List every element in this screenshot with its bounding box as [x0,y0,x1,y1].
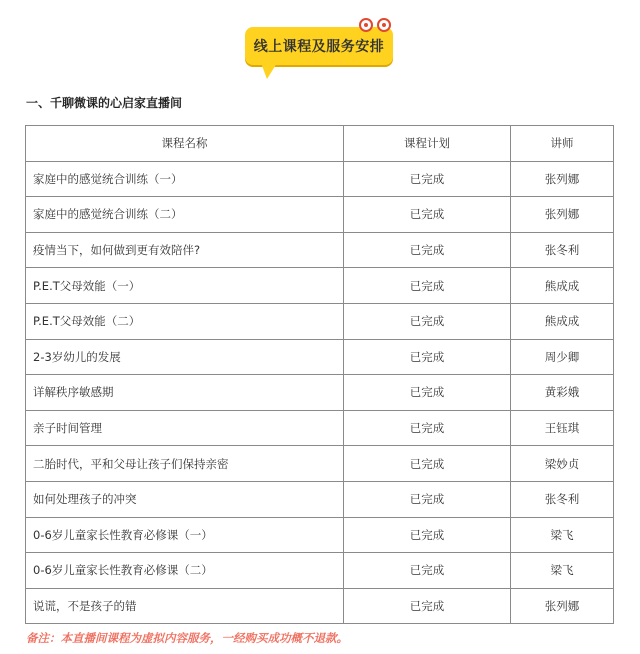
table-row [26,303,614,339]
course-name-cell: 家庭中的感觉统合训练（一） [26,161,344,197]
teacher-cell: 张列娜 [511,588,614,624]
course-name-cell: 2-3岁幼儿的发展 [26,339,344,375]
table-row [26,588,614,624]
course-plan-cell: 已完成 [344,232,511,268]
course-plan-cell: 已完成 [344,446,511,482]
course-plan-cell: 已完成 [344,517,511,553]
banner-title: 线上课程及服务安排 [253,39,385,55]
table-row [26,161,614,197]
table-row [26,339,614,375]
course-name-cell: 亲子时间管理 [26,410,344,446]
course-plan-cell: 已完成 [344,588,511,624]
teacher-cell: 梁妙贞 [511,446,614,482]
eye-icon [359,18,373,32]
course-name-cell: 详解秩序敏感期 [26,375,344,411]
teacher-cell: 熊成成 [511,268,614,304]
course-plan-cell: 已完成 [344,268,511,304]
eye-icon [377,18,391,32]
teacher-cell: 张列娜 [511,197,614,233]
course-name-cell: 疫情当下，如何做到更有效陪伴? [26,232,344,268]
course-name-cell: 0-6岁儿童家长性教育必修课（二） [26,553,344,589]
section-banner [245,15,397,83]
course-plan-cell: 已完成 [344,197,511,233]
section-title: 一、千聊微课的心启家直播间 [26,96,183,110]
banner-bubble [245,27,393,65]
course-plan-cell: 已完成 [344,553,511,589]
course-name-cell: 二胎时代，平和父母让孩子们保持亲密 [26,446,344,482]
table-body [26,161,614,624]
eyes-icon [359,18,391,32]
table-row [26,232,614,268]
course-plan-cell: 已完成 [344,161,511,197]
table-row [26,410,614,446]
table-header-row [26,126,614,162]
table-row [26,446,614,482]
header-teacher: 讲师 [511,126,614,162]
course-plan-cell: 已完成 [344,481,511,517]
teacher-cell: 黄彩娥 [511,375,614,411]
refund-note: 备注：本直播间课程为虚拟内容服务，一经购买成功概不退款。 [26,631,348,645]
course-name-cell: 说谎，不是孩子的错 [26,588,344,624]
teacher-cell: 张列娜 [511,161,614,197]
course-name-cell: P.E.T父母效能（二） [26,303,344,339]
header-course-plan: 课程计划 [344,126,511,162]
table-row [26,375,614,411]
teacher-cell: 张冬利 [511,232,614,268]
teacher-cell: 周少卿 [511,339,614,375]
banner-tail [261,63,277,79]
course-name-cell: 0-6岁儿童家长性教育必修课（一） [26,517,344,553]
course-name-cell: 家庭中的感觉统合训练（二） [26,197,344,233]
teacher-cell: 梁飞 [511,553,614,589]
course-name-cell: 如何处理孩子的冲突 [26,481,344,517]
course-name-cell: P.E.T父母效能（一） [26,268,344,304]
table-row [26,517,614,553]
teacher-cell: 梁飞 [511,517,614,553]
course-plan-cell: 已完成 [344,339,511,375]
course-plan-cell: 已完成 [344,303,511,339]
table-row [26,268,614,304]
course-table [25,125,614,624]
header-course-name: 课程名称 [26,126,344,162]
table-row [26,197,614,233]
teacher-cell: 张冬利 [511,481,614,517]
course-plan-cell: 已完成 [344,410,511,446]
teacher-cell: 王钰琪 [511,410,614,446]
table-row [26,553,614,589]
teacher-cell: 熊成成 [511,303,614,339]
table-row [26,481,614,517]
course-plan-cell: 已完成 [344,375,511,411]
